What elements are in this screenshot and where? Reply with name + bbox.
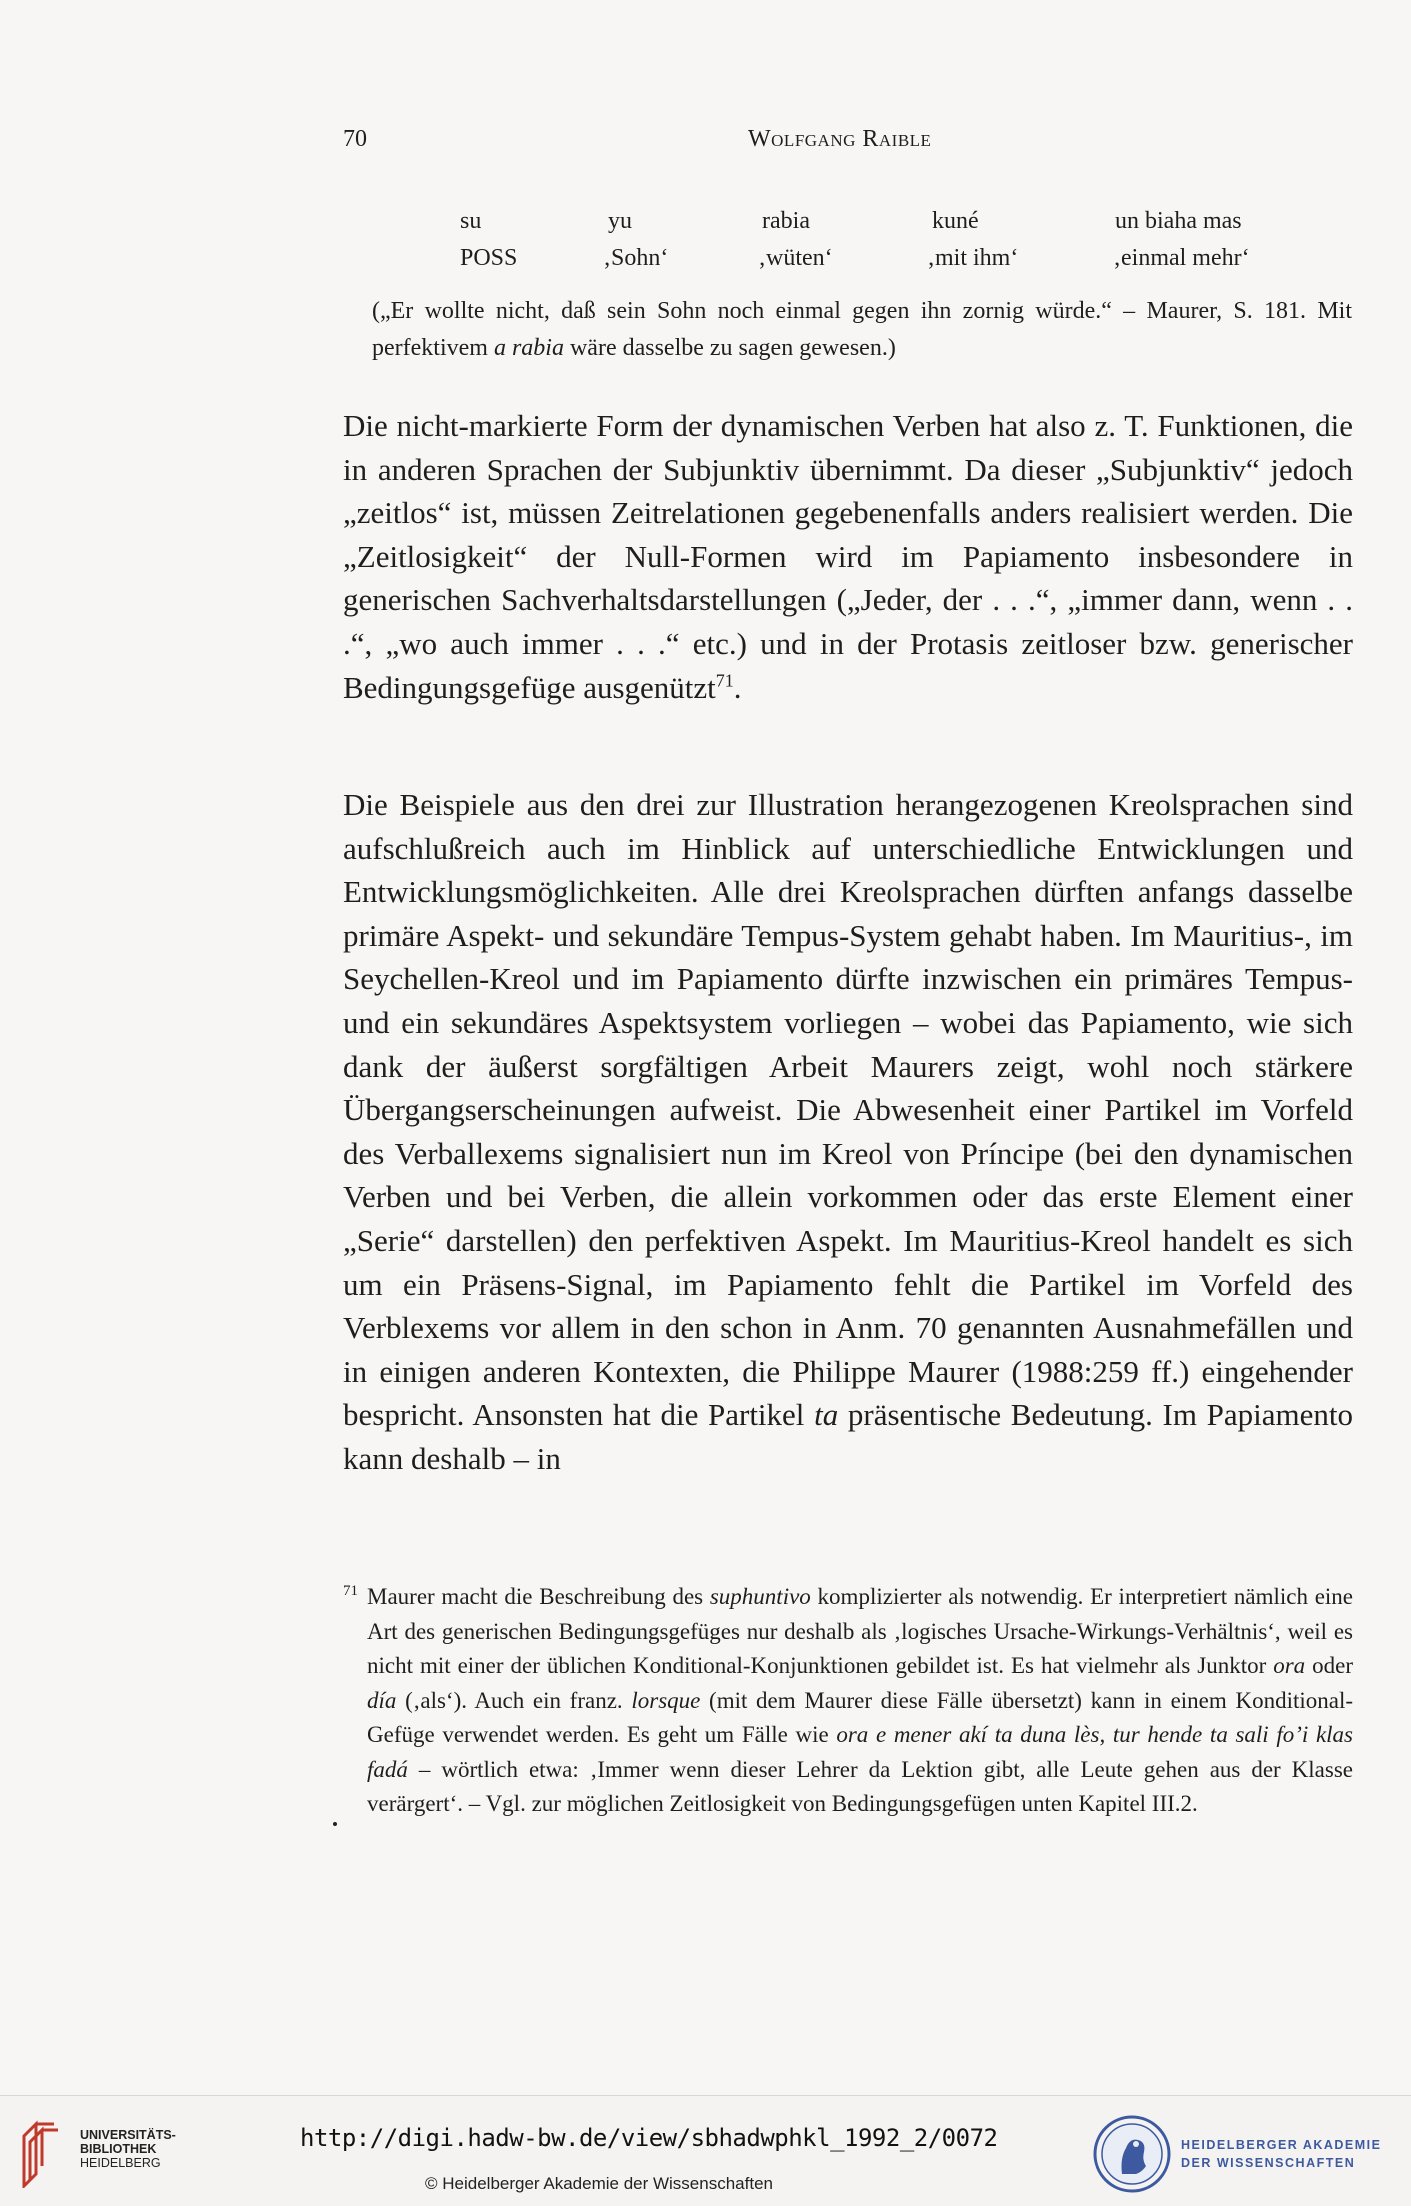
- translation-text: wäre dasselbe zu sagen gewesen.): [563, 335, 896, 361]
- footnote-number: 71: [343, 1583, 358, 1599]
- paragraph: [343, 783, 1353, 1481]
- paragraph-text: Die nicht-markierte Form der dynamischen Verben hat also z. T. Funktionen, die in anderen Sprachen der Subjunktiv übernimmt. Da dieser „Subjunktiv“ jedoch „zeitlos“ ist, müssen Zeitrelationen gegebenenfalls anders realisiert werden. Die „Zeitlosigkeit“ der Null-Formen wird im Papiamento insbesondere in generischen Sachverhaltsdarstellungen („Jeder, der . . .“, „immer dann, wenn . . .“, „wo auch immer . . .“ etc.) und in der Protasis zeitloser bzw. generischer Bedingungsgefüge ausgenützt: [343, 408, 1353, 705]
- library-logo-icon[interactable]: [14, 2116, 66, 2188]
- example-gloss: ‚wüten‘: [758, 245, 833, 271]
- example-gloss: ‚einmal mehr‘: [1113, 245, 1250, 271]
- footnote-italic: ora e mener akí ta duna lès, tur hende ta sali fo’i klas fadá: [367, 1722, 1354, 1782]
- paragraph-text: Die Beispiele aus den drei zur Illustration herangezogenen Kreolsprachen sind aufschlußreich auch im Hinblick auf unterschiedliche Entwicklungen und Entwicklungsmöglichkeiten. Alle drei Kreolsprachen dürften anfangs dasselbe primäre Aspekt- und sekundäre Tempus-System gehabt haben. Im Mauritius-, im Seychellen-Kreol und im Papiamento dürfte inzwischen ein primäres Tempus- und ein sekundäres Aspektsystem vorliegen – wobei das Papiamento, wie sich dank der äußerst sorgfältigen Arbeit Maurers zeigt, wohl noch stärkere Übergangserscheinungen aufweist. Die Abwesenheit einer Partikel im Vorfeld des Verballexems signalisiert nun im Kreol von Príncipe (bei den dynamischen Verben und bei Verben, die allein vorkommen oder das erste Element einer „Serie“ darstellen) den perfektiven Aspekt. Im Mauritius-Kreol handelt es sich um ein Präsens-Signal, im Papiamento fehlt die Partikel im Vorfeld des Verblexems vor allem in den schon in Anm. 70 genannten Ausnahmefällen und in einigen anderen Kontexten, die Philippe Maurer (1988:259 ff.) eingehender bespricht. Ansonsten hat die Partikel: [343, 787, 1353, 1433]
- paragraph-text: präsentische Bedeutung. Im Papiamento kann deshalb – in: [343, 1397, 1353, 1476]
- example-gloss: POSS: [460, 245, 518, 271]
- paragraph: [343, 404, 1353, 709]
- example-translation: [372, 293, 1352, 367]
- academy-name-line: HEIDELBERGER AKADEMIE: [1181, 2138, 1382, 2152]
- example-word: kuné: [932, 208, 979, 234]
- copyright-notice: © Heidelberger Akademie der Wissenschaften: [425, 2174, 773, 2193]
- footnote-italic: día: [367, 1687, 397, 1713]
- running-header-author: Wolfgang Raible: [748, 126, 932, 152]
- footnote-text: oder: [1305, 1653, 1353, 1678]
- footnote: [343, 1580, 1353, 1822]
- example-word: su: [460, 208, 482, 234]
- example-word: un biaha mas: [1115, 208, 1242, 234]
- example-word: yu: [608, 208, 632, 234]
- library-name-line: UNIVERSITÄTS-: [80, 2128, 176, 2142]
- library-name: [80, 2128, 176, 2170]
- footnote-italic: lorsque: [631, 1687, 701, 1713]
- page-number: 70: [343, 126, 367, 152]
- translation-italic: a rabia: [493, 335, 564, 361]
- library-name-line: HEIDELBERG: [80, 2156, 161, 2170]
- permalink-url[interactable]: http://digi.hadw-bw.de/view/sbhadwphkl_1992_2/0072: [300, 2124, 998, 2152]
- paragraph-text: .: [733, 669, 742, 705]
- paragraph-italic: ta: [814, 1397, 839, 1433]
- example-gloss: ‚mit ihm‘: [927, 245, 1019, 271]
- example-word: rabia: [762, 208, 810, 234]
- footnote-reference[interactable]: 71: [715, 670, 734, 691]
- academy-seal-icon[interactable]: [1092, 2114, 1172, 2194]
- footnote-italic: ora: [1273, 1653, 1306, 1678]
- footnote-text: Maurer macht die Beschreibung des: [367, 1584, 710, 1609]
- footnote-text: (mit dem Maurer diese Fälle übersetzt) kann in einem Konditional-Gefüge verwendet werden. Es geht um Fälle wie: [367, 1687, 1353, 1747]
- example-gloss: ‚Sohn‘: [603, 245, 669, 271]
- library-name-line: BIBLIOTHEK: [80, 2142, 157, 2156]
- footnote-text: (‚als‘). Auch ein franz.: [396, 1687, 632, 1713]
- translation-text: („Er wollte nicht, daß sein Sohn noch einmal gegen ihn zornig würde.“ – Maurer, S. 181. Mit perfektivem: [372, 298, 1352, 361]
- academy-name-line: DER WISSENSCHAFTEN: [1181, 2156, 1356, 2170]
- margin-dot: [333, 1822, 337, 1826]
- footnote-text: – wörtlich etwa: ‚Immer wenn dieser Lehrer da Lektion gibt, alle Leute gehen aus der Klasse verärgert‘. – Vgl. zur möglichen Zeitlosigkeit von Bedingungsgefügen unten Kapitel III.2.: [367, 1756, 1353, 1816]
- footnote-italic: suphuntivo: [709, 1584, 811, 1609]
- footnote-text: komplizierter als notwendig. Er interpretiert nämlich eine Art des generischen Bedingungsgefüges nur deshalb als ‚logisches Ursache-Wirkungs-Verhältnis‘, weil es nicht mit einer der üblichen Konditional-Konjunktionen gebildet ist. Es hat vielmehr als Junktor: [367, 1584, 1354, 1678]
- academy-name: [1181, 2136, 1382, 2172]
- viewer-footer: [0, 2095, 1411, 2206]
